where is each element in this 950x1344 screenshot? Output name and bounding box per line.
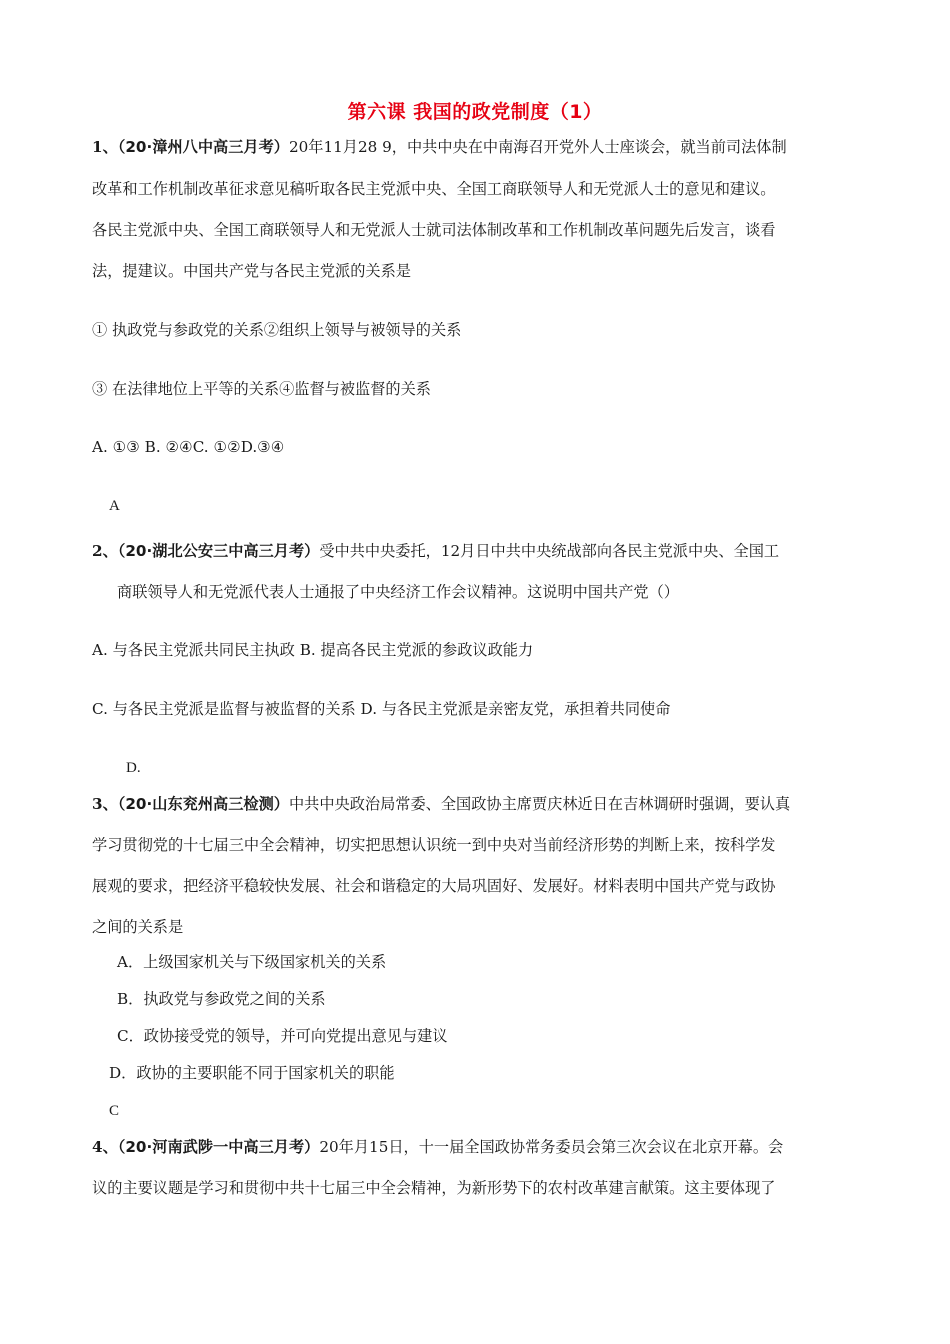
q1-choices: A. ①③ B. ②④C. ①②D.③④: [92, 438, 285, 456]
q2-line-1: [92, 541, 779, 561]
q1-text-1: 20年11月28 9，中共中央在中南海召开党外人士座谈会，就当前司法体制: [288, 138, 787, 156]
q2-source: （20·湖北公安三中高三月考）: [117, 542, 320, 560]
q1-line-4: 法，提建议。中国共产党与各民主党派的关系是: [92, 262, 411, 280]
q3-option-b: B．执政党与参政党之间的关系: [117, 990, 326, 1008]
q1-source: （20·漳州八中高三月考）: [117, 138, 289, 156]
q3-answer: C: [109, 1103, 120, 1119]
q1-answer: A: [109, 498, 120, 514]
q3-option-a: A．上级国家机关与下级国家机关的关系: [117, 953, 387, 971]
q2-choices-ab: A. 与各民主党派共同民主执政 B. 提高各民主党派的参政议政能力: [92, 641, 534, 659]
q2-number: 2、: [92, 542, 118, 560]
q2-text-1: 受中共中央委托，12月日中共中央统战部向各民主党派中央、全国工: [319, 542, 780, 560]
q1-line-3: 各民主党派中央、全国工商联领导人和无党派人士就司法体制改革和工作机制改革问题先后发言，谈看: [92, 221, 776, 239]
q2-line-2: 商联领导人和无党派代表人士通报了中央经济工作会议精神。这说明中国共产党（）: [117, 583, 679, 601]
q1-line-2: 改革和工作机制改革征求意见稿听取各民主党派中央、全国工商联领导人和无党派人士的意见和建议。: [92, 180, 776, 198]
q4-number: 4、: [92, 1138, 118, 1156]
q2-answer: D.: [126, 760, 141, 776]
page-title: 第六课 我国的政党制度（1）: [347, 101, 603, 123]
q3-number: 3、: [92, 795, 118, 813]
q3-option-d: D．政协的主要职能不同于国家机关的职能: [109, 1064, 395, 1082]
q4-text-1: 20年月15日，十一届全国政协常务委员会第三次会议在北京开幕。会: [319, 1138, 784, 1156]
q1-line-1: [92, 137, 787, 157]
q4-line-2: 议的主要议题是学习和贯彻中共十七届三中全会精神，为新形势下的农村改革建言献策。这主要体现了: [92, 1179, 776, 1197]
q2-choices-cd: C. 与各民主党派是监督与被监督的关系 D. 与各民主党派是亲密友党，承担着共同使命: [92, 700, 671, 718]
q3-line-2: 学习贯彻党的十七届三中全会精神，切实把思想认识统一到中央对当前经济形势的判断上来，按科学发: [92, 836, 776, 854]
q3-text-1: 中共中央政治局常委、全国政协主席贾庆林近日在吉林调研时强调，要认真: [288, 795, 791, 813]
q4-source: （20·河南武陟一中高三月考）: [117, 1138, 320, 1156]
q1-number: 1、: [92, 138, 118, 156]
q3-source: （20·山东兖州高三检测）: [117, 795, 289, 813]
q3-line-1: [92, 794, 790, 814]
q1-options-3-4: ③ 在法律地位上平等的关系④监督与被监督的关系: [92, 380, 431, 398]
q3-line-3: 展观的要求，把经济平稳较快发展、社会和谐稳定的大局巩固好、发展好。材料表明中国共产党与政协: [92, 877, 776, 895]
q1-options-1-2: ① 执政党与参政党的关系②组织上领导与被领导的关系: [92, 321, 462, 339]
q3-option-c: C．政协接受党的领导，并可向党提出意见与建议: [117, 1027, 448, 1045]
q4-line-1: [92, 1137, 783, 1157]
q3-line-4: 之间的关系是: [92, 918, 184, 936]
